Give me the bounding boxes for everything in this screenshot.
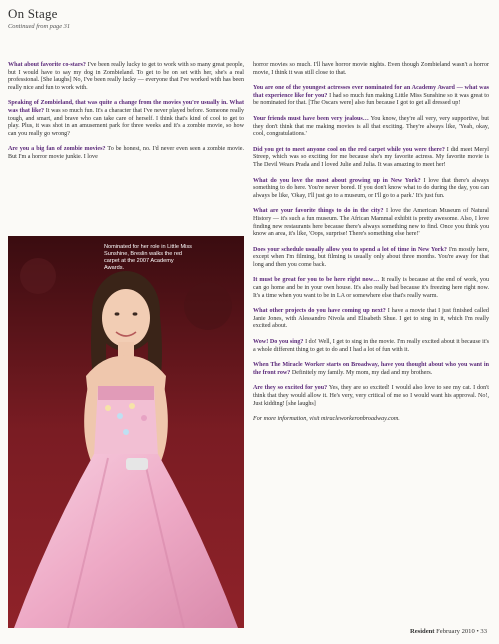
question: You are one of the youngest actresses ever nominated for an Academy Award — what was that experience like for you?	[253, 85, 489, 99]
qa-item	[8, 146, 244, 161]
page-footer	[410, 628, 487, 635]
page-header	[8, 6, 70, 30]
answer: I do! Well, I get to sing in the movie. I'm really excited about it because it's a whole different thing to get to do and I had a lot of fun with it.	[253, 339, 489, 353]
qa-item	[253, 147, 489, 170]
photo-breslin-red-carpet	[8, 236, 244, 628]
magazine-name: Resident	[409, 628, 435, 635]
question: Are you a big fan of zombie movies?	[8, 146, 106, 153]
question: Your friends must have been very jealous…	[253, 115, 369, 122]
qa-item	[253, 339, 489, 354]
answer: horror movies so much. I'll have horror movie nights. Even though Zombieland wasn't a horror movie, I think it was still close to that.	[253, 62, 489, 76]
question: Does your schedule usually allow you to spend a lot of time in New York?	[253, 246, 447, 253]
answer: I had so much fun making Little Miss Sunshine so it was great to be nominated for that. [The Oscars were] also fun because I got to get all dressed up!	[253, 92, 490, 107]
answer: To be honest, no. I'd never even seen a zombie movie. But I'm a horror movie junkie. I love	[8, 146, 244, 160]
photo-illustration	[8, 236, 244, 628]
answer: It was so much fun. It's a character that I've never played before. Someone really tough, and smart, and brave who can take care of herself. I think that's kind of cool to get to play. Plus, it was shot in an amusement park for three weeks and it's a zombie movie, so how can you really go wrong?	[8, 107, 245, 137]
answer: I have a movie that I just finished called Janie Jones, with Alessandro Nivola and Elisabeth Shue. I get to sing in it, which I'm really excited about.	[253, 308, 489, 330]
answer: Definitely my family. My mom, my dad and my brothers.	[291, 369, 433, 376]
right-column	[253, 62, 489, 432]
answer: I did meet Meryl Streep, which was so exciting for me because she's my favorite actress. My favorite movie is The Devil Wears Prada and I loved Julie and Julia. It was amazing to meet her!	[253, 146, 489, 168]
page-number: 33	[480, 628, 487, 635]
footer-separator: •	[476, 628, 479, 635]
qa-item	[253, 277, 489, 300]
photo-caption: Nominated for her role in Little Miss Sunshine, Breslin walks the red carpet at the 2007 Academy Awards.	[104, 244, 192, 271]
qa-item	[253, 208, 489, 238]
answer: It really is because at the end of work, you can go home and be in your own house. It's also really bad because it's freezing here right now. It's a time when you want to be in LA or somewhere else that's really warm.	[253, 277, 489, 299]
question: What do you love the most about growing up in New York?	[253, 177, 421, 184]
answer: You know, they're all very, very supportive, but they don't think that me making movies is all that exciting. They're always like, 'Yeah, okay, cool, congratulations.'	[253, 115, 489, 138]
question: Speaking of Zombieland, that was quite a change from the movies you're usually in. What was that like?	[8, 100, 244, 114]
section-title: On Stage	[8, 6, 58, 21]
question: What other projects do you have coming up next?	[253, 308, 386, 315]
more-info-note	[253, 416, 489, 424]
continued-note: Continued from page 31	[8, 23, 71, 30]
question: Are they so excited for you?	[253, 385, 328, 392]
more-info-text: For more information, visit miracleworkeronbroadway.com.	[253, 416, 400, 423]
answer: I love the American Museum of Natural History — it's such a fun museum. The African Mammal exhibit is pretty awesome. Also, I love finding new restaurants here because there's always something new to find. Once you think you know an area, it's like, 'Oops, surprise! There's something else here!'	[253, 208, 489, 238]
qa-item	[253, 247, 489, 270]
qa-item	[253, 385, 489, 408]
left-column	[8, 62, 244, 170]
question: Did you get to meet anyone cool on the red carpet while you were there?	[253, 146, 445, 153]
question: What are your favorite things to do in the city?	[253, 208, 384, 215]
qa-item	[8, 100, 244, 138]
issue-date: February 2010	[436, 628, 475, 635]
question: What about favorite co-stars?	[8, 62, 86, 68]
question: It must be great for you to be here right now…	[253, 277, 380, 284]
qa-item	[253, 62, 489, 77]
question: Wow! Do you sing?	[253, 339, 304, 346]
qa-item	[253, 116, 489, 139]
question: When The Miracle Worker starts on Broadway, have you thought about who you want in the front row?	[253, 362, 489, 376]
qa-item	[8, 62, 244, 92]
answer: I've been really lucky to get to work with so many great people, but I would have to say my dog in Zombieland. To get to be on set with her, she's a real professional. [She laughs] No, I've been really lucky — everyone that I've worked with has been really nice and fun to work with.	[8, 62, 244, 91]
answer: I'm mostly here, except when I'm filming, but filming is usually only about three months. You're away for that long and then you come back.	[253, 246, 489, 268]
qa-item	[253, 362, 489, 377]
qa-item	[253, 178, 489, 201]
qa-item	[253, 85, 489, 108]
answer: I love that there's always something to do here. You're never bored. If you don't know what to do during the day, you can always be like, 'Okay, I'll just go to a museum, or I'll go to a park.' It's just fun.	[253, 177, 489, 199]
answer: Yes, they are so excited! I would also love to see my cat. I don't think that they would allow it. He's very, very critical of me so I would want his approval. No!, Just kidding! [she laughs]	[253, 385, 489, 407]
qa-item	[253, 308, 489, 331]
